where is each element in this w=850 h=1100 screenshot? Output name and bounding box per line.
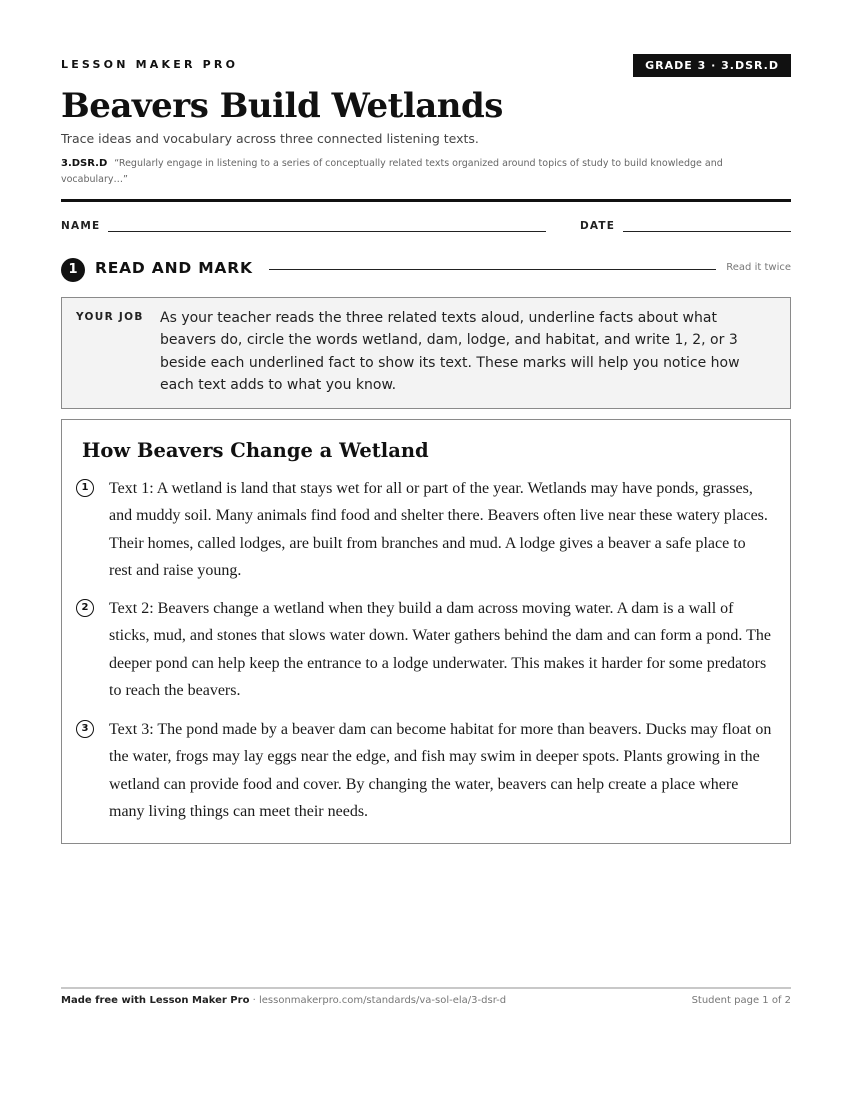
your-job-box bbox=[61, 297, 791, 409]
brand-name: LESSON MAKER PRO bbox=[61, 58, 239, 71]
reading-passage-box bbox=[61, 419, 791, 844]
step-number-badge: 1 bbox=[61, 258, 85, 282]
date-label: DATE bbox=[580, 220, 616, 232]
standard-description bbox=[61, 156, 791, 188]
your-job-label: YOUR JOB bbox=[76, 311, 144, 323]
footer-divider bbox=[61, 987, 791, 989]
paragraph-number-badge: 1 bbox=[76, 479, 94, 497]
standard-text: “Regularly engage in listening to a series of conceptually related texts organized around topics of study to build knowledge and vocabulary…” bbox=[61, 158, 723, 185]
paragraph-number-badge: 3 bbox=[76, 720, 94, 738]
footer-credit bbox=[61, 995, 506, 1006]
paragraph-number-badge: 2 bbox=[76, 599, 94, 617]
footer-made-with: Made free with Lesson Maker Pro bbox=[61, 995, 250, 1006]
paragraph-text: Text 2: Beavers change a wetland when they build a dam across moving water. A dam is a wall of sticks, mud, and stones that slows water down. Water gathers behind the dam and can form a pond. The deeper pond can help keep the entrance to a lodge underwater. This makes it harder for some predators to reach the beavers. bbox=[109, 600, 771, 699]
page-title: Beavers Build Wetlands bbox=[61, 86, 503, 126]
header-divider bbox=[61, 199, 791, 202]
standard-code: 3.DSR.D bbox=[61, 158, 108, 169]
section-divider bbox=[269, 269, 716, 270]
footer-url[interactable]: · lessonmakerpro.com/standards/va-sol-ela/3-dsr-d bbox=[249, 995, 507, 1006]
section-title: READ AND MARK bbox=[95, 259, 253, 277]
grade-badge: GRADE 3 · 3.DSR.D bbox=[633, 54, 791, 77]
paragraph-text: Text 1: A wetland is land that stays wet for all or part of the year. Wetlands may have ponds, grasses, and muddy soil. Many animals find food and shelter there. Beavers often live near these watery places. Their homes, called lodges, are built from branches and mud. A lodge gives a beaver a safe place to rest and raise young. bbox=[109, 480, 768, 579]
page-subtitle: Trace ideas and vocabulary across three connected listening texts. bbox=[61, 131, 479, 146]
paragraph-text: Text 3: The pond made by a beaver dam can become habitat for more than beavers. Ducks may float on the water, frogs may lay eggs near the edge, and fish may swim in deeper spots. Plants growing in the wetland can provide food and cover. By changing the water, beavers can help create a place where many living things can meet their needs. bbox=[109, 721, 772, 820]
name-field[interactable] bbox=[108, 231, 546, 232]
footer-page-number: Student page 1 of 2 bbox=[691, 995, 791, 1006]
section-note: Read it twice bbox=[726, 262, 791, 273]
worksheet-page bbox=[61, 0, 791, 1100]
your-job-instructions: As your teacher reads the three related texts aloud, underline facts about what beavers do, circle the words wetland, dam, lodge, and habitat, and write 1, 2, or 3 beside each underlined fact to show its text. These marks will help you notice how each text adds to what you know. bbox=[160, 310, 740, 393]
date-field[interactable] bbox=[623, 231, 791, 232]
name-label: NAME bbox=[61, 220, 101, 232]
reading-title: How Beavers Change a Wetland bbox=[82, 439, 429, 462]
